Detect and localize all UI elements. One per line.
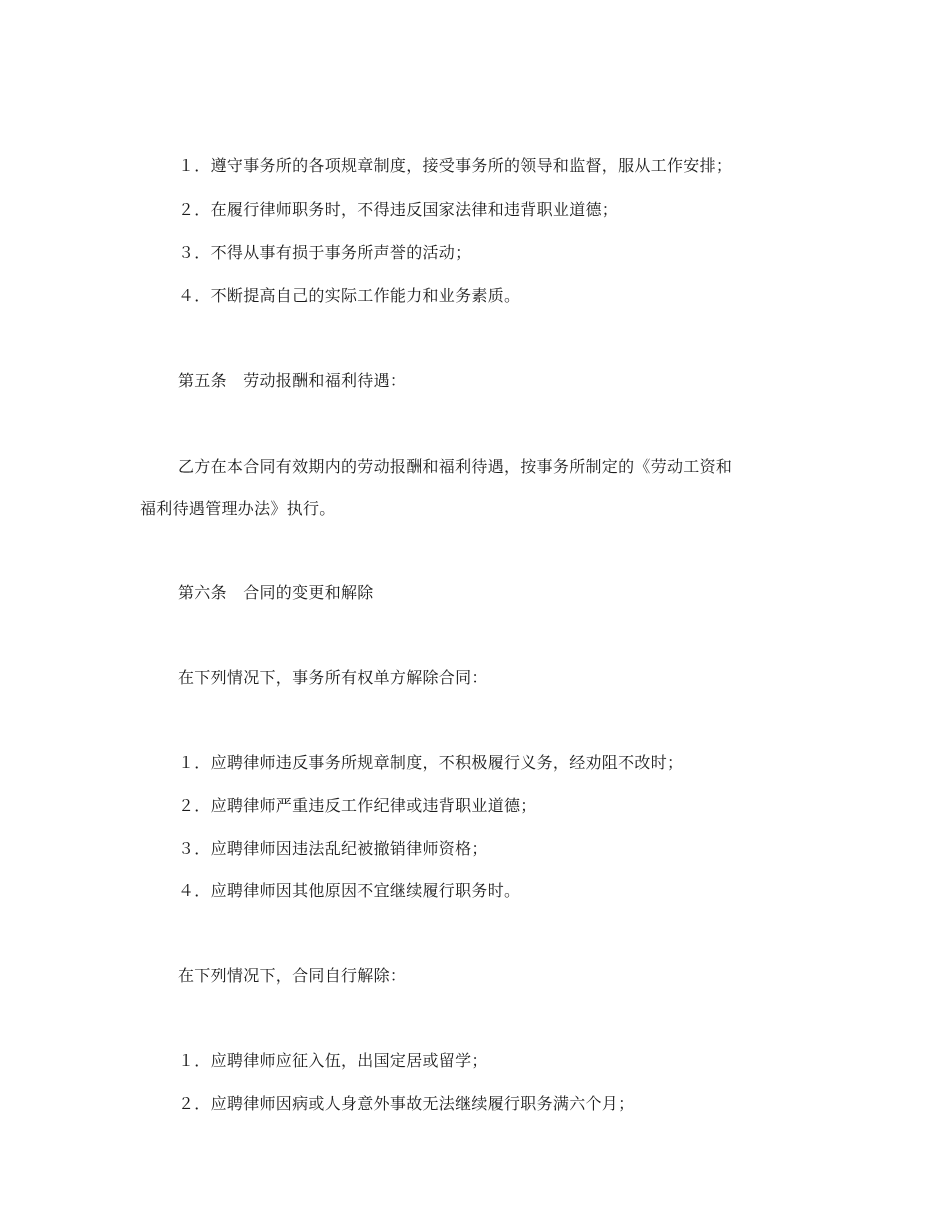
article-5-body-line-2: 福利待遇管理办法》执行。 [140,499,336,518]
automatic-termination-intro: 在下列情况下，合同自行解除： [178,966,407,985]
article-6-heading: 第六条 合同的变更和解除 [178,583,374,602]
duty-item: １．遵守事务所的各项规章制度，接受事务所的领导和监督，服从工作安排； [178,156,733,175]
duty-item: ２．在履行律师职务时，不得违反国家法律和违背职业道德； [178,200,619,219]
unilateral-termination-item: ４．应聘律师因其他原因不宜继续履行职务时。 [178,881,521,900]
unilateral-termination-item: １．应聘律师违反事务所规章制度，不积极履行义务，经劝阻不改时； [178,753,684,772]
duty-item: ３．不得从事有损于事务所声誉的活动； [178,243,472,262]
unilateral-termination-item: ３．应聘律师因违法乱纪被撤销律师资格； [178,839,488,858]
unilateral-termination-intro: 在下列情况下，事务所有权单方解除合同： [178,668,488,687]
unilateral-termination-item: ２．应聘律师严重违反工作纪律或违背职业道德； [178,796,537,815]
automatic-termination-item: １．应聘律师应征入伍，出国定居或留学； [178,1051,488,1070]
article-5-heading: 第五条 劳动报酬和福利待遇： [178,371,407,390]
article-5-body-line-1: 乙方在本合同有效期内的劳动报酬和福利待遇，按事务所制定的《劳动工资和 [178,457,733,476]
duty-item: ４．不断提高自己的实际工作能力和业务素质。 [178,286,521,305]
automatic-termination-item: ２．应聘律师因病或人身意外事故无法继续履行职务满六个月； [178,1094,635,1113]
